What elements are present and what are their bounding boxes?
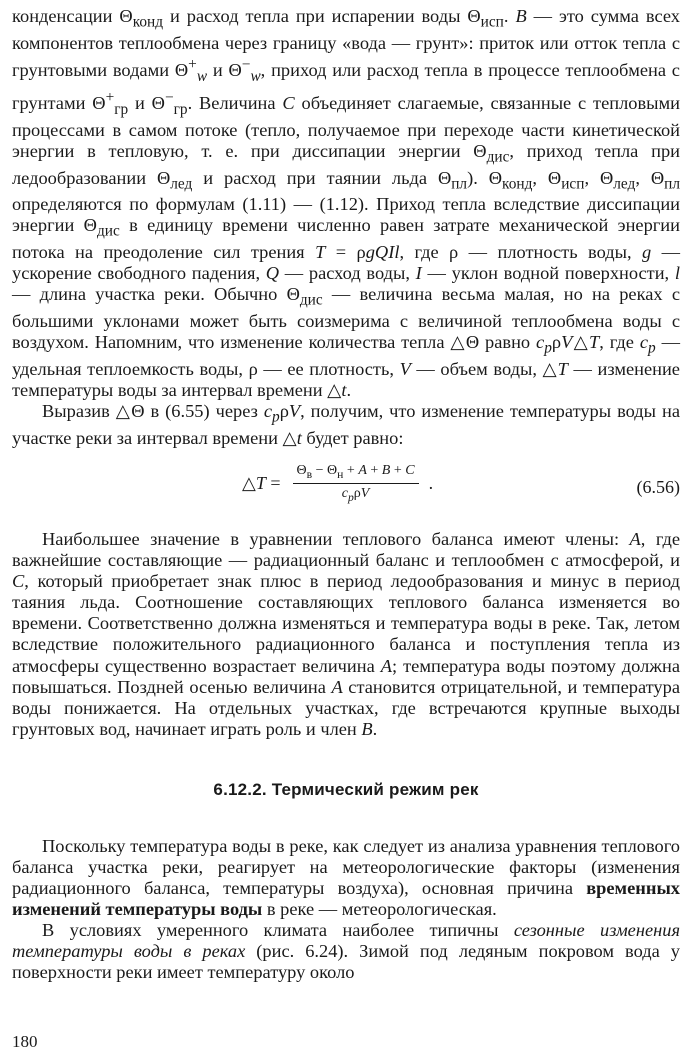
paragraph-4: Поскольку температура воды в реке, как следует из анализа уравнения теплового баланса участка реки, реагирует на метеорологические факторы (изменения радиационного баланса, температуры воздуха), основная причина временных изменений температуры воды в реке — метеорологическая.: [12, 835, 680, 920]
formula-trailing-period: .: [428, 472, 434, 493]
formula-6-56: [12, 453, 680, 523]
formula-expression: [242, 463, 433, 504]
formula-fraction: [293, 463, 419, 504]
paragraph-1: конденсации $\Theta_{конд}$ и расход тепла при испарении воды $\Theta_{исп}$. B — это сумма всех компонентов теплообмена через границу «вода — грунт»: приток или отток тепла с грунтовыми водами $\Theta^+_w$ и $\Theta^-_w$, приход или расход тепла в процессе теплообмена с грунтами $\Theta^+_{гр}$ и $\Theta^-_{гр}$. Величина C объединяет слагаемые, связанные с тепловыми процессами в самом потоке (тепло, получаемое при переходе части кинетической энергии в тепловую, т. е. при диссипации энергии $\Theta_{дис}$, приход тепла при ледообразовании $\Theta_{лед}$ и расход при таянии льда $\Theta_{пл}$). $\Theta_{конд}$, $\Theta_{исп}$, $\Theta_{лед}$, $\Theta_{пл}$ определяются по формулам (1.11) — (1.12). Приход тепла вследствие диссипации энергии $\Theta_{дис}$ в единицу времени численно равен затрате механической энергии потока на преодоление сил трения T = ρgQIl, где ρ — плотность воды, g — ускорение свободного падения, Q — расход воды, I — уклон водной поверхности, l — длина участка реки. Обычно $\Theta_{дис}$ — величина весьма малая, но на реках с большими уклонами может быть соизмерима с величиной теплообмена воды с воздухом. Напомним, что изменение количества тепла △Θ равно $c_p\rho V\triangle T$, где $c_p$ — удельная теплоемкость воды, ρ — ее плотность, V — объем воды, △T — изменение температуры воды за интервал времени △t.: [12, 6, 681, 401]
page-number: 180: [12, 1032, 38, 1051]
formula-lhs: △T =: [242, 472, 281, 493]
formula-numerator: $\Theta_в - \Theta_н + A + B + C$: [293, 463, 419, 484]
paragraph-5: В условиях умеренного климата наиболее типичны сезонные изменения температуры воды в реках (рис. 6.24). Зимой под ледяным покровом вода у поверхности реки имеет температуру около: [12, 920, 680, 983]
formula-denominator: $c_p\rho V$: [341, 485, 370, 504]
paragraph-2: Выразив △Θ в (6.55) через $c_p\rho V$, получим, что изменение температуры воды на участке реки за интервал времени △t будет равно:: [12, 401, 681, 448]
equation-number: (6.56): [636, 476, 680, 497]
paragraph-3: Наибольшее значение в уравнении теплового баланса имеют члены: A, где важнейшие составляющие — радиационный баланс и теплообмен с атмосферой, и C, который приобретает знак плюс в период ледообразования и минус в период таяния льда. Соотношение составляющих теплового баланса изменяется во времени. Соответственно должна изменяться и температура воды в реке. Так, летом вследствие положительного радиационного баланса и поступления тепла из атмосферы существенно возрастает величина A; температура воды поэтому должна повышаться. Поздней осенью величина A становится отрицательной, и температура воды понижается. На отдельных участках, где встречаются крупные выходы грунтовых вод, начинает играть роль и член B.: [12, 528, 680, 739]
section-heading: 6.12.2. Термический режим рек: [213, 779, 479, 799]
page-content: [12, 6, 680, 984]
